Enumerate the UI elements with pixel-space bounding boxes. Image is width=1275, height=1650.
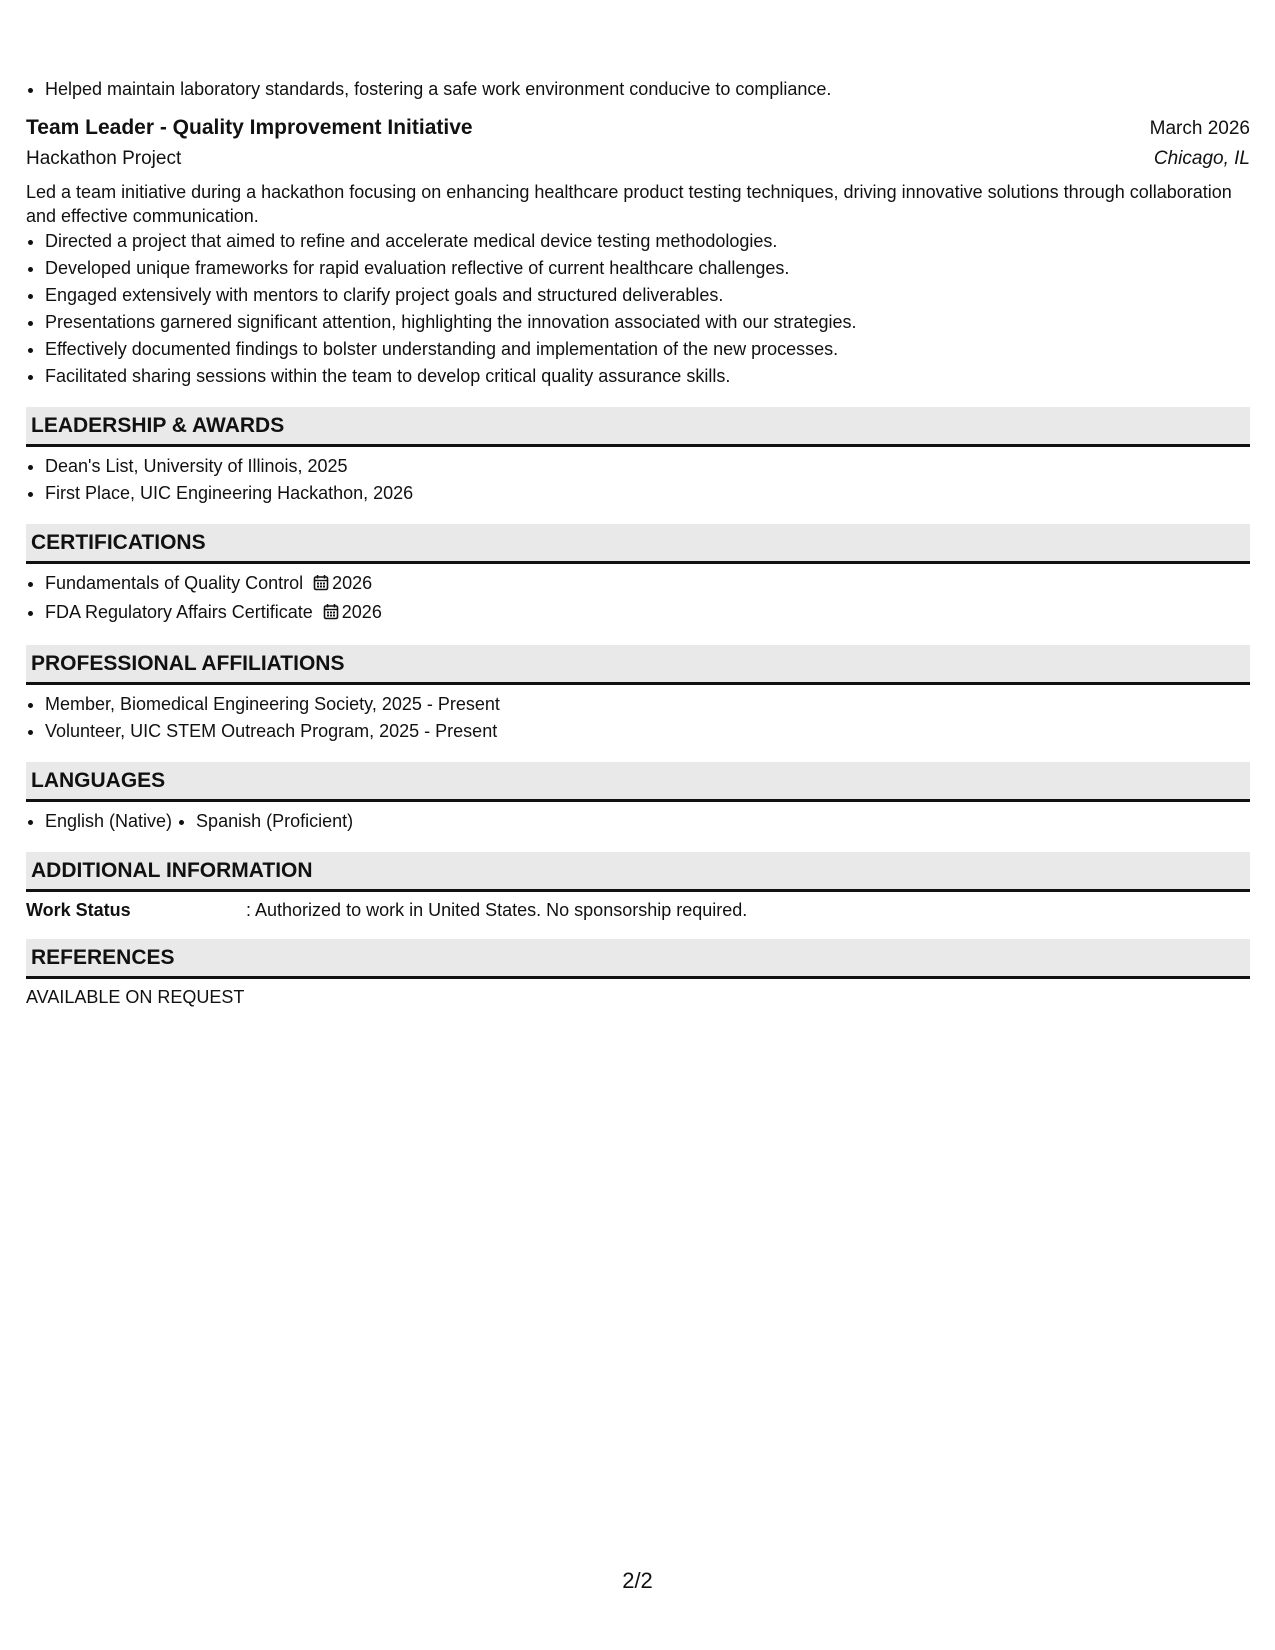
calendar-icon [313,572,329,599]
job-header [26,113,1250,144]
job-entry [26,113,1250,390]
affiliations-list [26,691,1250,745]
job-subheader [26,144,1250,174]
list-item: • Member, Biomedical Engineering Society, 2025 - Present [45,691,1250,718]
list-item: • Effectively documented findings to bolster understanding and implementation of the new processes. [45,336,1250,363]
list-item: • Facilitated sharing sessions within the team to develop critical quality assurance skills. [45,363,1250,390]
languages-list [26,808,1250,835]
resume-page [26,76,1250,1009]
section-header-additional-information: ADDITIONAL INFORMATION [26,852,1250,892]
certification-year: 2026 [341,602,382,622]
certification-item [45,570,1250,599]
list-item: • Helped maintain laboratory standards, fostering a safe work environment conducive to compliance. [45,76,1250,103]
list-item: • Presentations garnered significant attention, highlighting the innovation associated with our strategies. [45,309,1250,336]
previous-job-bullets [26,76,1250,103]
list-item: • Directed a project that aimed to refine and accelerate medical device testing methodologies. [45,228,1250,255]
work-status-label: Work Status [26,900,131,920]
certification-year: 2026 [332,573,373,593]
certification-name: Fundamentals of Quality Control [45,573,304,593]
work-status-row [26,898,1250,922]
calendar-icon [323,601,339,628]
certifications-list [26,570,1250,628]
certification-item [45,599,1250,628]
leadership-list [26,453,1250,507]
job-location: Chicago, IL [1153,148,1250,169]
references-text: AVAILABLE ON REQUEST [26,987,245,1007]
language-item: • English (Native) [45,808,172,835]
work-status-value: : Authorized to work in United States. No sponsorship required. [246,900,748,920]
page-number: 2/2 [622,1568,653,1593]
job-title: Team Leader - Quality Improvement Initiative [26,116,473,139]
section-header-references: REFERENCES [26,939,1250,979]
section-header-languages: LANGUAGES [26,762,1250,802]
section-header-certifications: CERTIFICATIONS [26,524,1250,564]
list-item: • Dean's List, University of Illinois, 2025 [45,453,1250,480]
job-organization: Hackathon Project [26,148,182,169]
section-header-affiliations: PROFESSIONAL AFFILIATIONS [26,645,1250,685]
list-item: • Volunteer, UIC STEM Outreach Program, 2025 - Present [45,718,1250,745]
list-item: • Engaged extensively with mentors to clarify project goals and structured deliverables. [45,282,1250,309]
list-item: • Developed unique frameworks for rapid evaluation reflective of current healthcare challenges. [45,255,1250,282]
list-item: • First Place, UIC Engineering Hackathon, 2026 [45,480,1250,507]
certification-name: FDA Regulatory Affairs Certificate [45,602,313,622]
job-bullets [26,228,1250,390]
language-item: • Spanish (Proficient) [196,808,353,835]
job-date: March 2026 [1149,118,1250,139]
section-header-leadership: LEADERSHIP & AWARDS [26,407,1250,447]
job-description: Led a team initiative during a hackathon focusing on enhancing healthcare product testing techniques, driving innovative solutions through collaboration and effective communication. [26,182,1232,226]
